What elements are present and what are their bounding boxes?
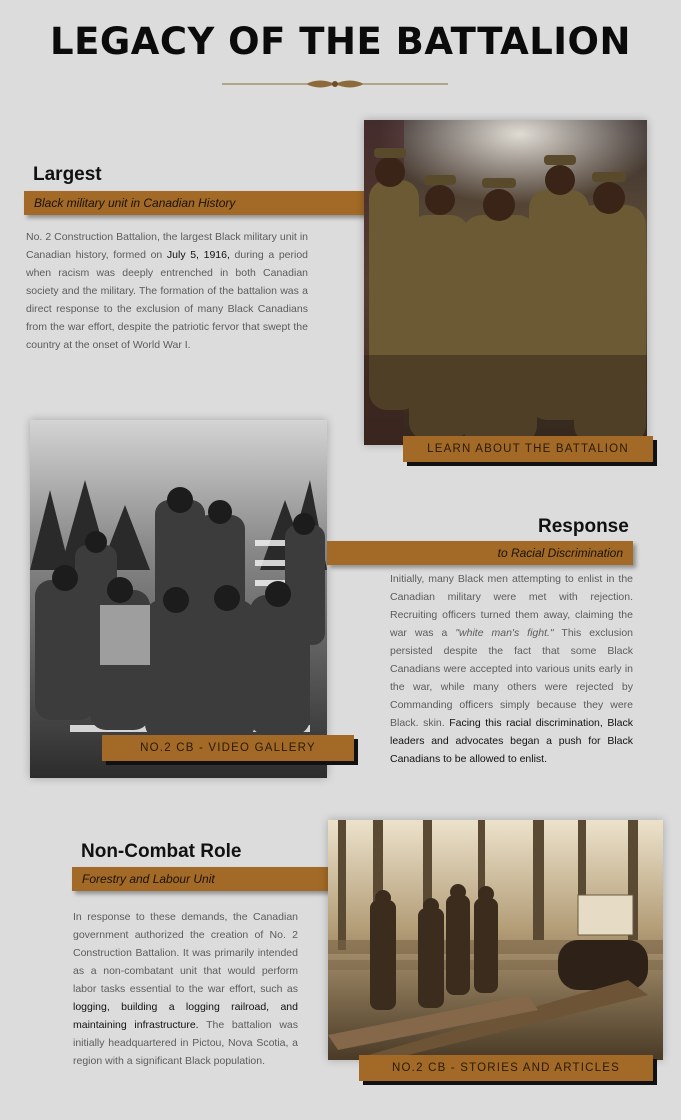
section-body-non-combat-role: In response to these demands, the Canadian government authorized the creation of No. 2 Construction Battalion. It was primarily intended as a non-combatant unit that would perform labor tasks essential to the war effort, such as logging, building a logging railroad, and maintaining infrastructure. The battalion was initially headquartered in Pictou, Nova Scotia, a region with a significant Black population. bbox=[73, 911, 299, 1067]
section-body-largest: No. 2 Construction Battalion, the largest Black military unit in Canadian history, formed on July 5, 1916, during a period when racism was deeply entrenched in both Canadian society and the military. The formation of the battalion was a direct response to the exclusion of many Black Canadians from the war effort, despite the patriotic fervor that swept the country at the onset of World War I. bbox=[26, 231, 309, 351]
page-title: LEGACY OF THE BATTALION bbox=[50, 20, 631, 63]
section-heading-largest: Largest bbox=[33, 164, 102, 185]
learn-about-battalion-button[interactable]: LEARN ABOUT THE BATTALION bbox=[403, 436, 653, 462]
video-gallery-button[interactable]: NO.2 CB - VIDEO GALLERY bbox=[102, 735, 354, 761]
logging-camp-photo bbox=[328, 820, 663, 1060]
ornament-divider bbox=[222, 77, 448, 91]
battalion-group-photo bbox=[30, 420, 327, 778]
section-heading-response: Response bbox=[538, 516, 629, 537]
section-subheading-band: to Racial Discrimination bbox=[327, 541, 633, 565]
section-subheading-band: Black military unit in Canadian History bbox=[24, 191, 370, 215]
stories-and-articles-button[interactable]: NO.2 CB - STORIES AND ARTICLES bbox=[359, 1055, 653, 1081]
section-subheading-band: Forestry and Labour Unit bbox=[72, 867, 328, 891]
section-body-response: Initially, many Black men attempting to enlist in the Canadian military were met with rejection. Recruiting officers turned them away, claiming the war was a "white man's fight." This exclusion persisted despite the fact that some Black Canadians were accepted into various units early in the war, while many others were rejected by Commanding officers simply because they were Black. skin. Facing this racial discrimination, Black leaders and advocates began a push for Black Canadians to be allowed to enlist. bbox=[390, 573, 633, 765]
soldiers-portrait-photo bbox=[364, 120, 647, 445]
section-heading-non-combat-role: Non-Combat Role bbox=[81, 841, 242, 862]
